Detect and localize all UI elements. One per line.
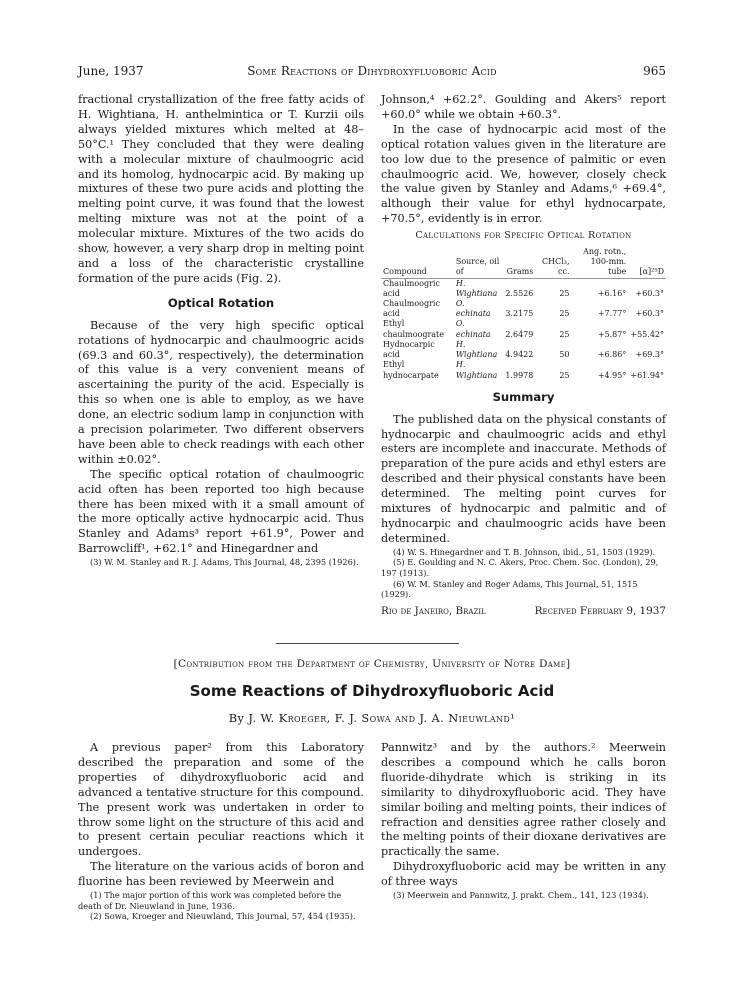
table-cell: 3.2175	[505, 309, 534, 319]
table-cell: Chaulmoogric acid	[383, 278, 440, 298]
signature-received-date: Received February 9, 1937	[534, 604, 666, 617]
paragraph-meerwein: Pannwitz³ and by the authors.² Meerwein describes a compound which he calls boron fluoride-dihydrate which is striking in its similarity to dihydroxyfluoboric acid. They have similar boiling and melting points, their indices of refraction and densities agree rather closely and the melting points of their dioxane derivatives are practically the same.	[381, 741, 666, 859]
right-column-bottom	[381, 741, 666, 901]
table-cell: Ethyl hydnocarpate	[383, 360, 439, 380]
table-cell: 4.9422	[505, 350, 534, 360]
left-column-top	[78, 93, 364, 568]
table-cell: H. Wightiana	[455, 339, 498, 360]
byline-authors: J. W. Kroeger, F. J. Sowa and J. A. Nieuwland¹	[248, 711, 516, 725]
table-cell: +5.87°	[597, 329, 627, 339]
table-cell: +60.3°	[635, 309, 664, 319]
paragraph-previous-paper: A previous paper² from this Laboratory described the preparation and some of the properties of dihydroxyfluoboric acid and advanced a tentative structure for this compound. The present work was undertaken in order to throw some light on the structure of this acid and to present certain peculiar reactions which it undergoes.	[78, 741, 364, 859]
paragraph-hydnocarpic-rotation: In the case of hydnocarpic acid most of the optical rotation values given in the literature are too low due to the presence of palmitic or even chaulmoogric acid. We, however, closely check the value given by Stanley and Adams,⁶ +69.4°, although their value for ethyl hydnocarpate, +70.5°, evidently is in error.	[381, 122, 666, 226]
header-running-title: Some Reactions of Dihydroxyfluoboric Acid	[247, 64, 497, 78]
footnote-2: (2) Sowa, Kroeger and Nieuwland, This Journal, 57, 454 (1935).	[90, 911, 356, 922]
paragraph-three-ways: Dihydroxyfluoboric acid may be written in any of three ways	[381, 860, 666, 889]
table-cell: +6.16°	[597, 288, 627, 298]
table-row	[381, 319, 666, 339]
table-cell: +4.95°	[597, 370, 627, 380]
paragraph-literature: The literature on the various acids of boron and fluorine has been reviewed by Meerwein and	[78, 860, 364, 889]
right-column-top	[381, 93, 666, 618]
article-title: Some Reactions of Dihydroxyfluoboric Acid	[189, 682, 555, 700]
footnote-1: (1) The major portion of this work was completed before the death of Dr. Nieuwland in June, 1936.	[78, 890, 342, 911]
table-cell: +60.3°	[635, 288, 664, 298]
running-header	[78, 64, 666, 80]
table-row	[381, 299, 666, 319]
paragraph-crystallization: fractional crystallization of the free fatty acids of H. Wightiana, H. anthelmintica or T. Kurzii oils always yielded mixtures which melted at 48–50°C.¹ They concluded that they were dealing with a molecular mixture of chaulmoogric acid and its homolog, hydnocarpic acid. By making up mixtures of these two pure acids and plotting the melting point curve, it was found that the lowest melting mixture was not at the point of a molecular mixture. Mixtures of the two acids do show, however, a very sharp drop in melting point and a loss of the characteristic crystalline formation of the pure acids (Fig. 2).	[78, 93, 364, 285]
footnote-3-meerwein: (3) Meerwein and Pannwitz, J. prakt. Chem., 141, 123 (1934).	[393, 890, 649, 901]
article-divider	[276, 643, 459, 644]
table-row	[381, 340, 666, 360]
table-cell: 50	[559, 350, 570, 360]
signature-location: Rio de Janeiro, Brazil	[381, 604, 486, 617]
paragraph-johnson: Johnson,⁴ +62.2°. Goulding and Akers⁵ report +60.0° while we obtain +60.3°.	[381, 93, 666, 121]
table-cell: Ethyl chaulmoograte	[383, 319, 444, 339]
table-cell: O. echinata	[455, 299, 491, 319]
table-cell: 2.5526	[505, 288, 534, 298]
footnote-4: (4) W. S. Hinegardner and T. B. Johnson, ibid., 51, 1503 (1929).	[393, 546, 656, 557]
table-cell: 2.6479	[505, 329, 534, 339]
header-page-number: 965	[643, 64, 666, 78]
table-caption: Calculations for Specific Optical Rotation	[415, 230, 632, 242]
table-header-cell: Source, oil of	[454, 247, 503, 278]
byline	[78, 711, 666, 725]
table-header-row	[381, 247, 666, 278]
table-cell: +55.42°	[630, 329, 664, 339]
table-cell: 25	[559, 309, 570, 319]
table-cell: Chaulmoogric acid	[383, 299, 440, 319]
table-cell: Hydnocarpic acid	[383, 339, 435, 360]
optical-rotation-table	[381, 247, 666, 381]
section-heading-summary: Summary	[492, 389, 555, 404]
table-header-cell: [α]²⁵D	[628, 247, 666, 278]
paragraph-summary: The published data on the physical constants of hydnocarpic and chaulmoogric acids and ethyl esters are incomplete and inaccurate. Methods of preparation of the pure acids and ethyl esters are described and their physical constants have been determined. The melting point curves for mixtures of hydnocarpic and palmitic and of hydnocarpic and chaulmoogric acids have been determined.	[381, 412, 666, 545]
table-cell: 25	[559, 288, 570, 298]
table-header-cell: Compound	[381, 247, 454, 278]
table-row	[381, 278, 666, 299]
table-cell: H. Wightiana	[455, 360, 498, 380]
table-cell: 1.9978	[505, 370, 534, 380]
table-header-cell: Ang. rotn., 100-mm. tube	[572, 247, 629, 278]
table-cell: 25	[559, 370, 570, 380]
article-signature	[381, 604, 666, 618]
contribution-line: [Contribution from the Department of Chemistry, University of Notre Dame]	[173, 658, 571, 670]
section-heading-optical-rotation: Optical Rotation	[167, 295, 275, 310]
footnote-3: (3) W. M. Stanley and R. J. Adams, This Journal, 48, 2395 (1926).	[90, 557, 359, 568]
table-cell: +69.3°	[635, 350, 664, 360]
table-cell: O. echinata	[455, 319, 491, 339]
paragraph-optical-rotation: Because of the very high specific optical rotations of hydnocarpic and chaulmoogric acids (69.3 and 60.3°, respectively), the determination of this value is a very convenient means of ascertaining the purity of the acid. Especially is this so when one is able to employ, as we have done, an electric sodium lamp in conjunction with a precision polarimeter. Two different observers have been able to check readings with each other within ±0.02°.	[78, 318, 364, 466]
table-cell: H. Wightiana	[455, 278, 498, 298]
table-cell: +7.77°	[597, 309, 627, 319]
header-date: June, 1937	[78, 64, 144, 78]
paragraph-chaulmoogric-rotation: The specific optical rotation of chaulmoogric acid often has been reported too high because there has been mixed with it a small amount of the more optically active hydnocarpic acid. Thus Stanley and Adams³ report +61.9°, Power and Barrowcliff¹, +62.1° and Hinegardner and	[78, 467, 364, 556]
table-cell: 25	[559, 329, 570, 339]
table-header-cell: Grams	[503, 247, 535, 278]
byline-prefix: By	[228, 711, 245, 725]
footnote-6: (6) W. M. Stanley and Roger Adams, This Journal, 51, 1515 (1929).	[381, 578, 638, 600]
footnote-5: (5) E. Goulding and N. C. Akers, Proc. Chem. Soc. (London), 29, 197 (1913).	[381, 557, 659, 578]
table-cell: +6.86°	[597, 350, 627, 360]
table-row	[381, 360, 666, 380]
left-column-bottom	[78, 741, 364, 922]
table-cell: +61.94°	[630, 370, 664, 380]
table-header-cell: CHCl₃, cc.	[535, 247, 571, 278]
